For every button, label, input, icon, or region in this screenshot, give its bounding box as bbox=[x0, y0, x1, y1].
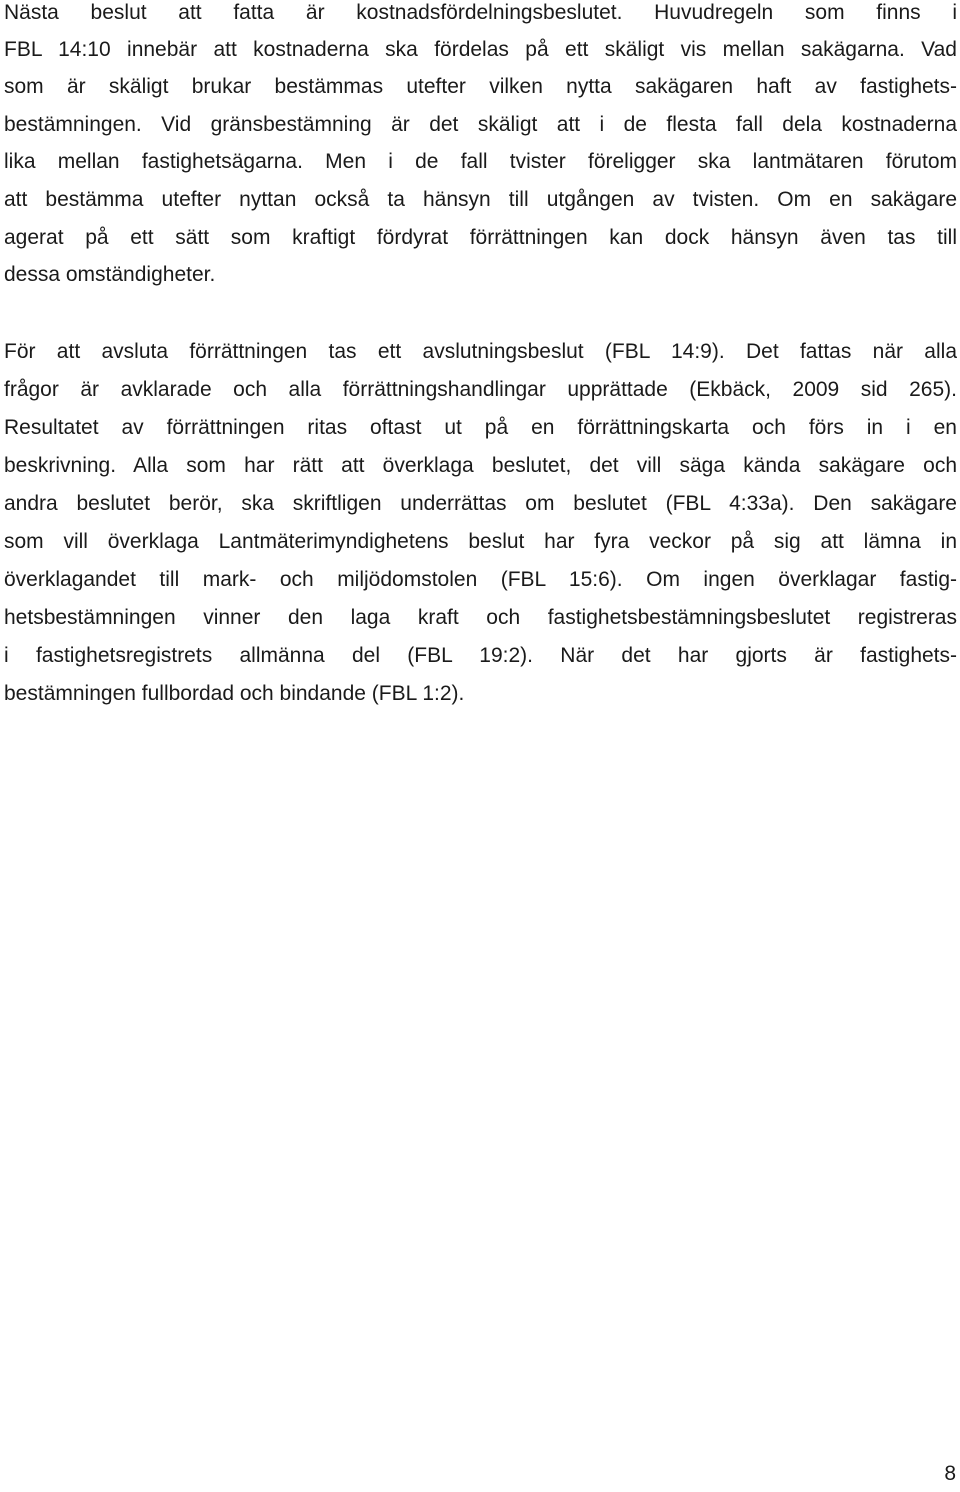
paragraph-line: lika mellan fastighetsägarna. Men i de fall tvister föreligger ska lantmätaren förutom bbox=[4, 150, 957, 173]
paragraph-line: dessa omständigheter. bbox=[4, 263, 216, 286]
paragraph-line: beskrivning. Alla som har rätt att överklaga beslutet, det vill säga kända sakägare och bbox=[4, 454, 957, 477]
paragraph-line: hetsbestämningen vinner den laga kraft och fastighetsbestämningsbeslutet registreras bbox=[4, 606, 957, 629]
page-number: 8 bbox=[944, 1462, 956, 1485]
paragraph-line: agerat på ett sätt som kraftigt fördyrat förrättningen kan dock hänsyn även tas till bbox=[4, 226, 957, 249]
paragraph-line: FBL 14:10 innebär att kostnaderna ska fördelas på ett skäligt vis mellan sakägarna. Vad bbox=[4, 38, 957, 61]
paragraph-line: bestämningen fullbordad och bindande (FBL 1:2). bbox=[4, 682, 465, 705]
paragraph-line: Resultatet av förrättningen ritas oftast ut på en förrättningskarta och förs in i en bbox=[4, 416, 957, 439]
paragraph-line: att bestämma utefter nyttan också ta hänsyn till utgången av tvisten. Om en sakägare bbox=[4, 188, 957, 211]
paragraph-line: som är skäligt brukar bestämmas utefter vilken nytta sakägaren haft av fastighets- bbox=[4, 75, 957, 98]
paragraph-line: Nästa beslut att fatta är kostnadsfördelningsbeslutet. Huvudregeln som finns i bbox=[4, 1, 957, 24]
paragraph-line: överklagandet till mark- och miljödomstolen (FBL 15:6). Om ingen överklagar fastig- bbox=[4, 568, 957, 591]
paragraph-line: bestämningen. Vid gränsbestämning är det skäligt att i de flesta fall dela kostnaderna bbox=[4, 113, 957, 136]
paragraph-line: andra beslutet berör, ska skriftligen underrättas om beslutet (FBL 4:33a). Den sakägare bbox=[4, 492, 957, 515]
paragraph-line: i fastighetsregistrets allmänna del (FBL 19:2). När det har gjorts är fastighets- bbox=[4, 644, 957, 667]
paragraph-line: För att avsluta förrättningen tas ett avslutningsbeslut (FBL 14:9). Det fattas när alla bbox=[4, 340, 957, 363]
paragraph-line: frågor är avklarade och alla förrättningshandlingar upprättade (Ekbäck, 2009 sid 265). bbox=[4, 378, 957, 401]
paragraph-line: som vill överklaga Lantmäterimyndighetens beslut har fyra veckor på sig att lämna in bbox=[4, 530, 957, 553]
